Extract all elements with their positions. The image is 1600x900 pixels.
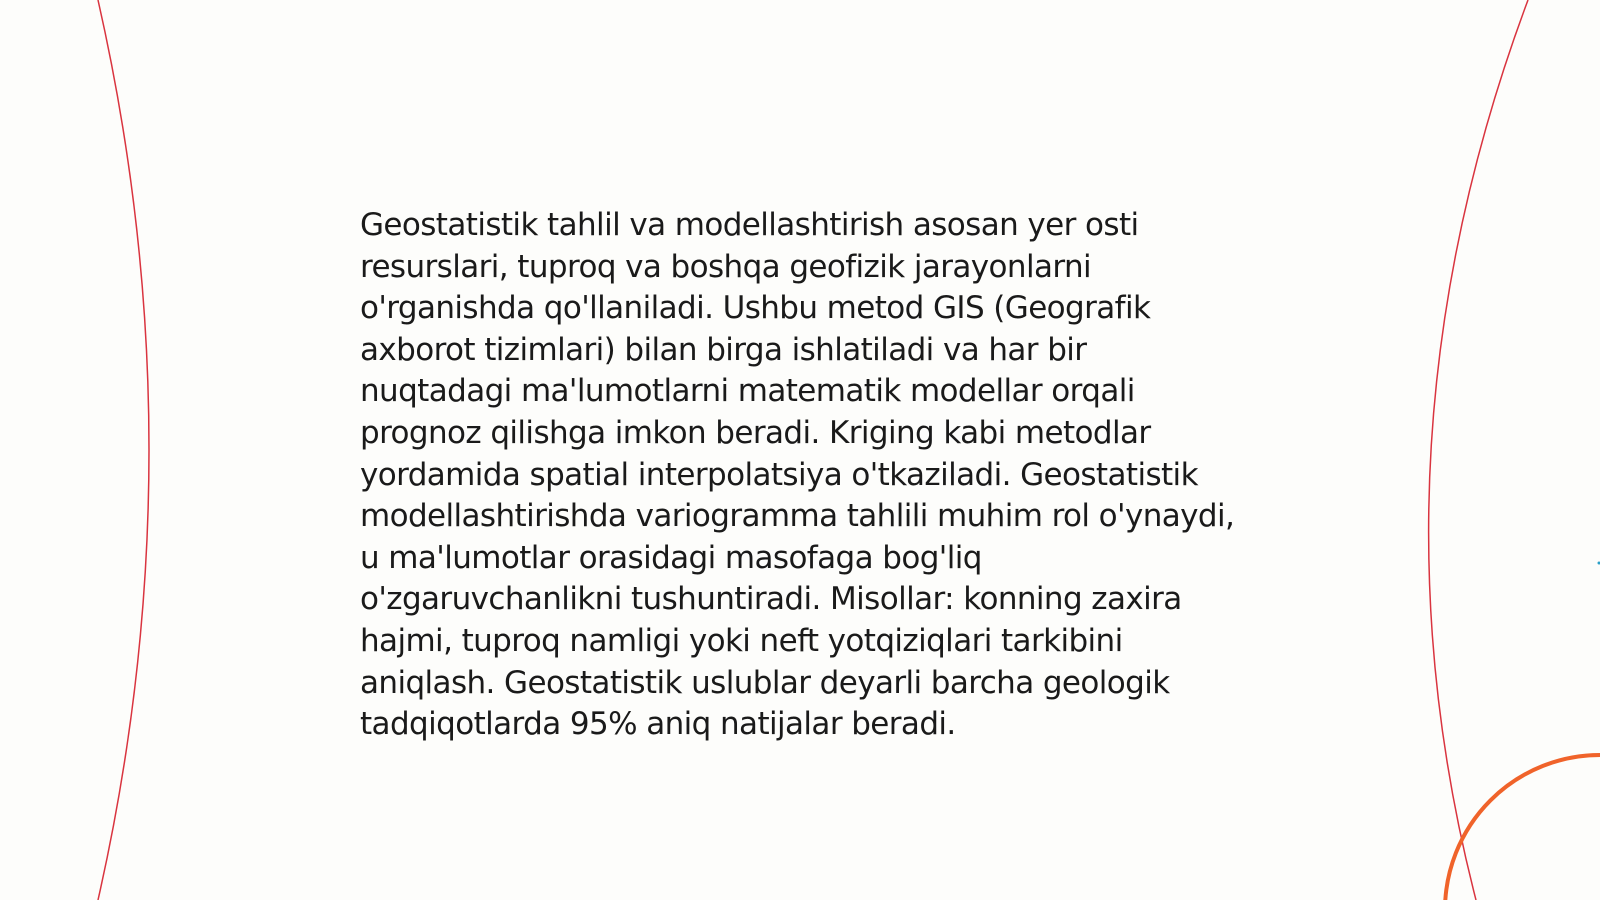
accent-circle-arc bbox=[1445, 755, 1600, 900]
left-arc-line bbox=[98, 0, 149, 900]
right-arc-line bbox=[1429, 0, 1528, 900]
body-paragraph: Geostatistik tahlil va modellashtirish asosan yer osti resurslari, tuproq va boshqa geofizik jarayonlarni o'rganishda qo'llaniladi. Ushbu metod GIS (Geografik axborot tizimlari) bilan birga ishlatiladi va har bir nuqtadagi ma'lumotlarni matematik modellar orqali prognoz qilishga imkon beradi. Kriging kabi metodlar yordamida spatial interpolatsiya o'tkaziladi. Geostatistik modellashtirishda variogramma tahlili muhim rol o'ynaydi, u ma'lumotlar orasidagi masofaga bog'liq o'zgaruvchanlikni tushuntiradi. Misollar: konning zaxira hajmi, tuproq namligi yoki neft yotqiziqlari tarkibini aniqlash. Geostatistik uslublar deyarli barcha geologik tadqiqotlarda 95% aniq natijalar beradi. bbox=[360, 207, 1235, 743]
